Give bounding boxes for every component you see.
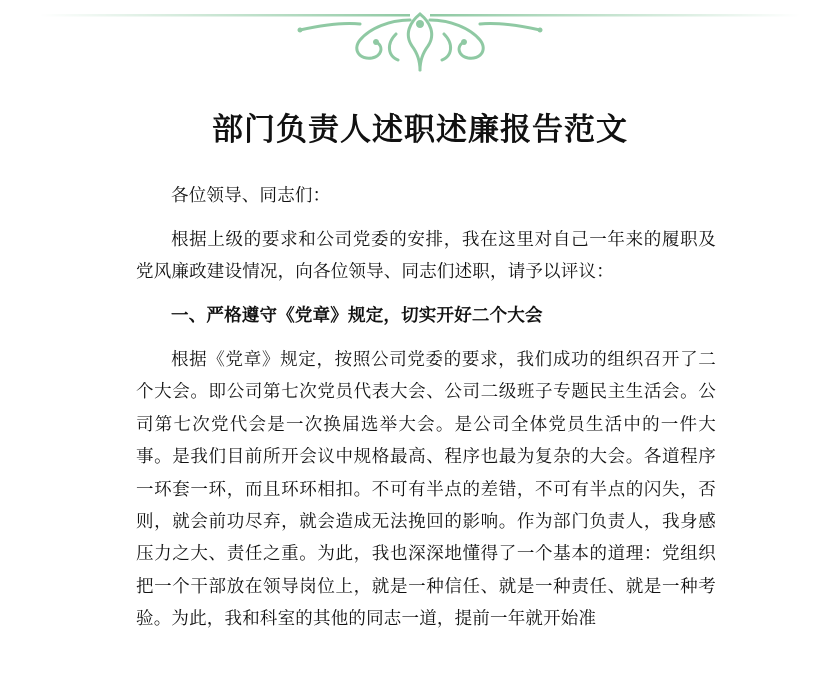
- salutation: 各位领导、同志们：: [171, 186, 331, 206]
- section-heading: 一、严格遵守《党章》规定，切实开好二个大会: [171, 306, 543, 326]
- intro-paragraph: 根据上级的要求和公司党委的安排，我在这里对自己一年来的履职及党风廉政建设情况，向各位领导、同志们述职，请予以评议：: [136, 230, 716, 282]
- document-title: 部门负责人述职述廉报告范文: [212, 112, 628, 148]
- document-body: [136, 180, 716, 648]
- decorative-header-ornament: [0, 0, 840, 80]
- section-body-paragraph: 根据《党章》规定，按照公司党委的要求，我们成功的组织召开了二个大会。即公司第七次党员代表大会、公司二级班子专题民主生活会。公司第七次党代会是一次换届选举大会。是公司全体党员生活中的一件大事。是我们目前所开会议中规格最高、程序也最为复杂的大会。各道程序一环套一环，而且环环相扣。不可有半点的差错，不可有半点的闪失，否则，就会前功尽弃，就会造成无法挽回的影响。作为部门负责人，我身感压力之大、责任之重。为此，我也深深地懂得了一个基本的道理：党组织把一个干部放在领导岗位上，就是一种信任、就是一种责任、就是一种考验。为此，我和科室的其他的同志一道，提前一年就开始准: [136, 350, 716, 630]
